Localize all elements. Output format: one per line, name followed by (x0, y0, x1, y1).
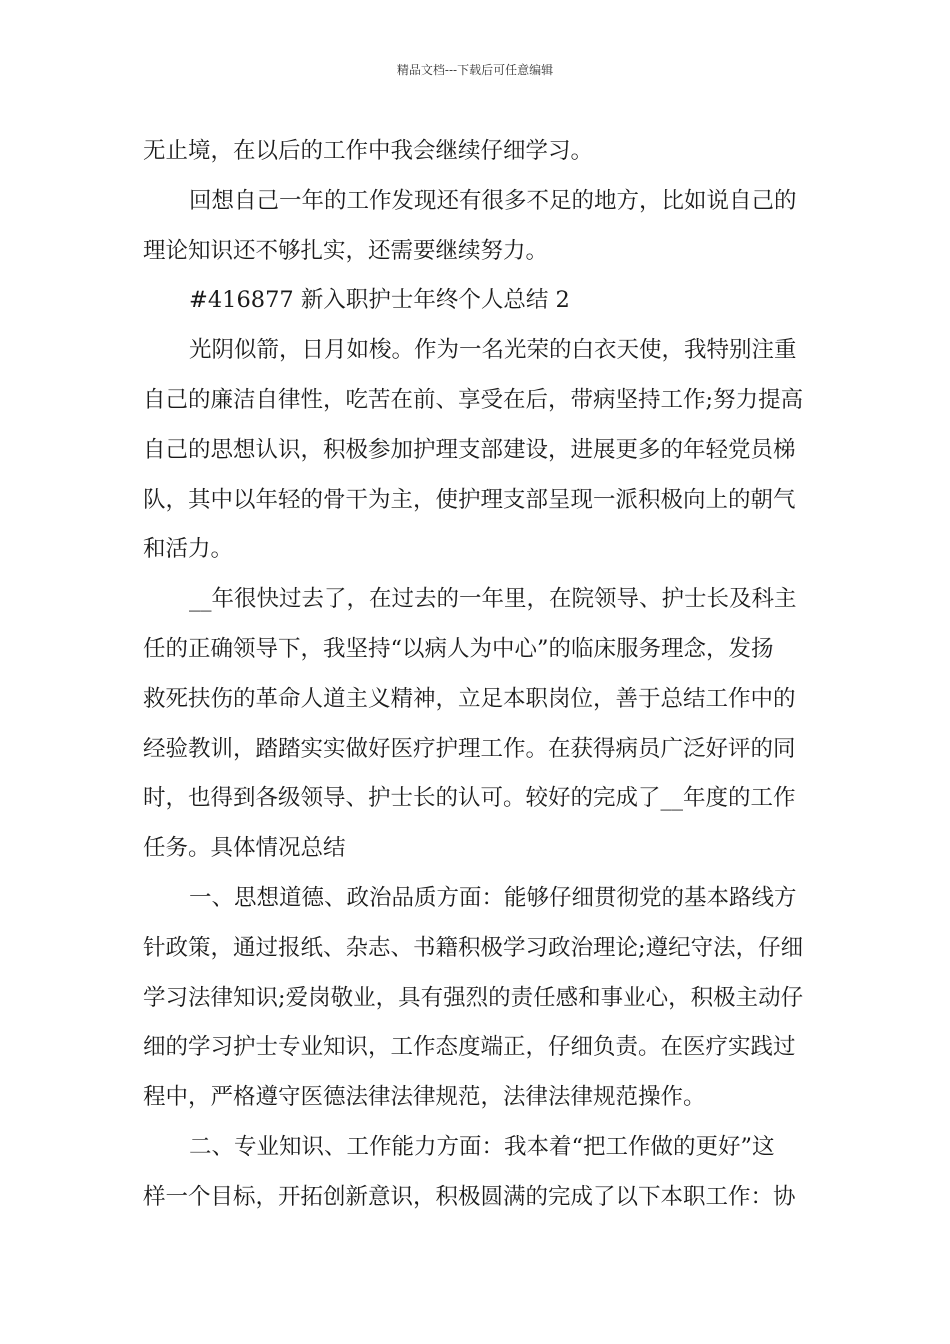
text-line: 任的正确领导下，我坚持“以病人为中心”的临床服务理念，发扬 (143, 635, 774, 662)
text-line: 经验教训，踏踏实实做好医疗护理工作。在获得病员广泛好评的同 (143, 735, 796, 762)
text-line: 一、思想道德、政治品质方面：能够仔细贯彻党的基本路线方 (189, 884, 797, 911)
page-header: 精品文档---下载后可任意编辑 (396, 63, 554, 77)
text-line: 自己的思想认识，积极参加护理支部建设，进展更多的年轻党员梯 (143, 436, 796, 463)
text-line: 救死扶伤的革命人道主义精神，立足本职岗位，善于总结工作中的 (143, 685, 796, 712)
text-line: 回想自己一年的工作发现还有很多不足的地方，比如说自己的 (189, 187, 797, 214)
section-heading: #416877 新入职护士年终个人总结 2 (189, 287, 570, 314)
text-line: 针政策，通过报纸、杂志、书籍积极学习政治理论;遵纪守法，仔细 (143, 934, 804, 961)
text-line: 理论知识还不够扎实，还需要继续努力。 (143, 237, 549, 264)
text-line: 光阴似箭，日月如梭。作为一名光荣的白衣天使，我特别注重 (189, 337, 797, 364)
text-line: 程中，严格遵守医德法律法律规范，法律法律规范操作。 (143, 1084, 706, 1111)
text-line: 队，其中以年轻的骨干为主，使护理支部呈现一派积极向上的朝气 (143, 486, 796, 513)
text-line: 任务。具体情况总结 (143, 835, 346, 862)
text-line: 二、专业知识、工作能力方面：我本着“把工作做的更好”这 (189, 1133, 775, 1160)
document-body (143, 127, 807, 1223)
text-line: 细的学习护士专业知识，工作态度端正，仔细负责。在医疗实践过 (143, 1034, 796, 1061)
text-line: 时，也得到各级领导、护士长的认可。较好的完成了__年度的工作 (143, 785, 796, 812)
text-line: 学习法律知识;爱岗敬业，具有强烈的责任感和事业心，积极主动仔 (143, 984, 804, 1011)
text-line: 无止境，在以后的工作中我会继续仔细学习。 (143, 138, 594, 164)
text-line: 自己的廉洁自律性，吃苦在前、享受在后，带病坚持工作;努力提高 (143, 386, 804, 413)
text-line: 和活力。 (143, 536, 234, 563)
text-line: 样一个目标，开拓创新意识，积极圆满的完成了以下本职工作：协 (143, 1183, 796, 1210)
text-line: __年很快过去了，在过去的一年里，在院领导、护士长及科主 (189, 586, 797, 613)
